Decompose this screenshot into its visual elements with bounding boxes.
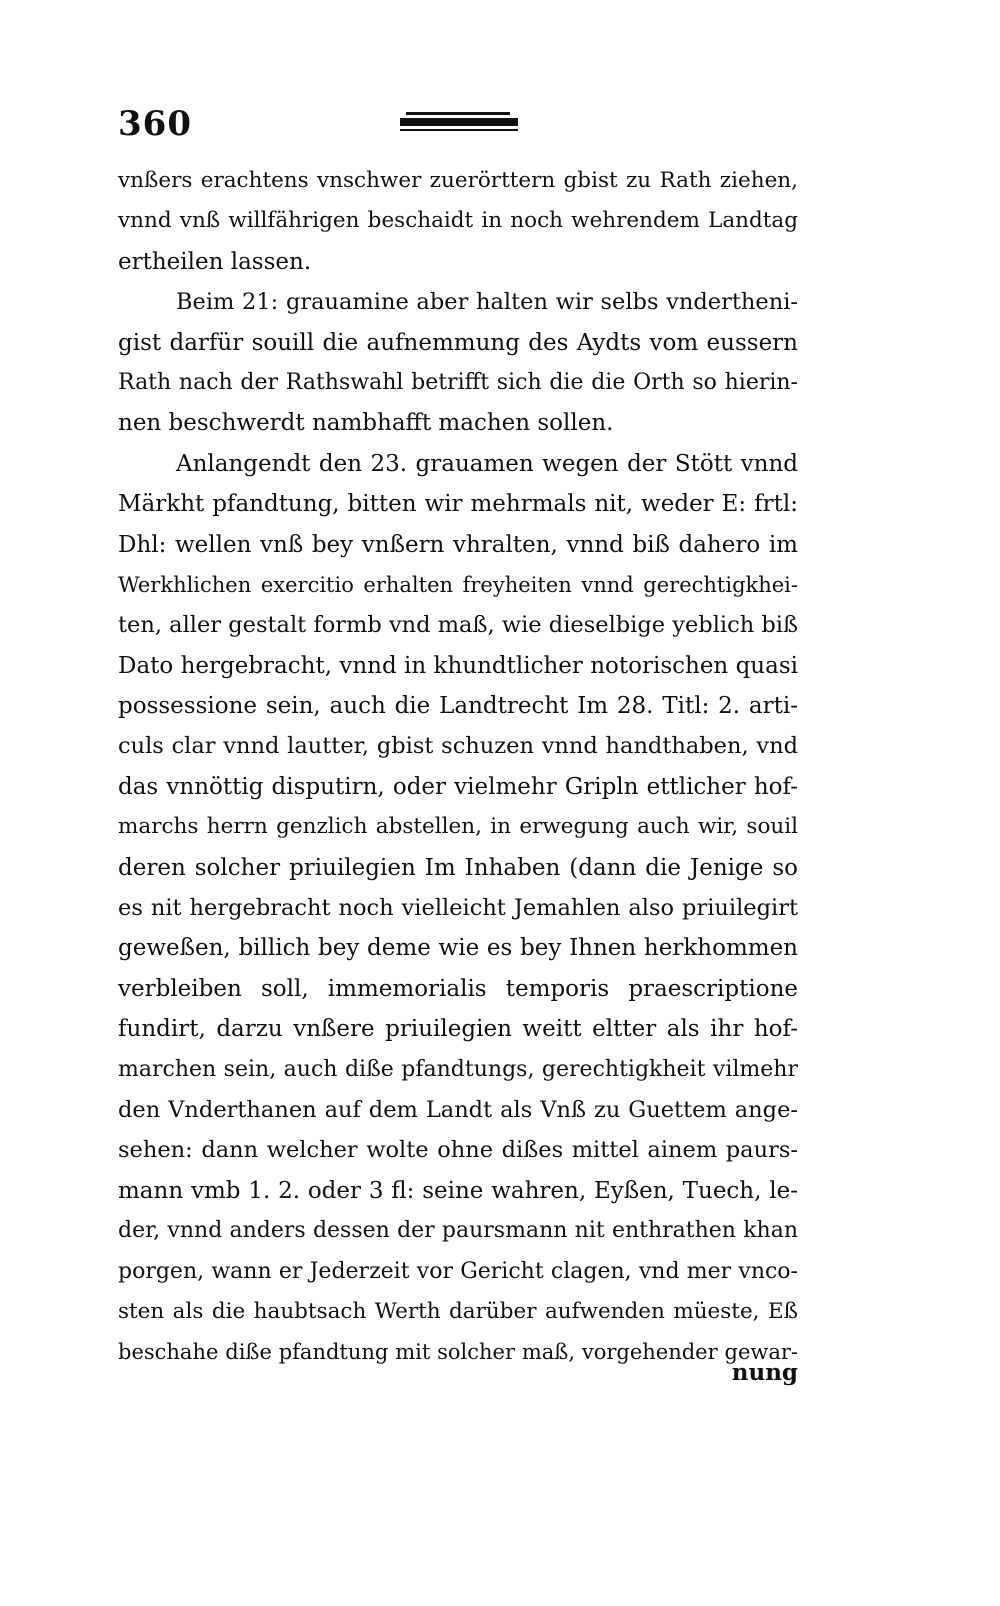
text-line: das vnnöttig disputirn, oder vielmehr Gripln ettlicher hof- (118, 773, 798, 800)
catchword: nung (731, 1359, 798, 1386)
text-line: nen beschwerdt nambhafft machen sollen. (118, 410, 614, 437)
text-line: sten als die haubtsach Werth darüber aufwenden müeste, Eß (118, 1298, 798, 1324)
header-rule-line (400, 118, 518, 126)
text-line: marchs herrn genzlich abstellen, in erwegung auch wir, souil (118, 814, 798, 840)
text-line: es nit hergebracht noch vielleicht Jemahlen also priuilegirt (118, 895, 798, 922)
text-line: Dato hergebracht, vnnd in khundtlicher notorischen quasi (118, 652, 798, 679)
text-line: vnnd vnß willfährigen beschaidt in noch wehrendem Landtag (118, 208, 798, 234)
text-line: possessione sein, auch die Landtrecht Im 28. Titl: 2. arti- (118, 693, 798, 720)
text-line: mann vmb 1. 2. oder 3 fl: seine wahren, Eyßen, Tuech, le- (118, 1177, 798, 1204)
body-text (118, 161, 798, 1373)
text-line: culs clar vnnd lautter, gbist schuzen vnnd handthaben, vnd (118, 733, 798, 760)
header-rule-line (400, 129, 518, 131)
text-line: ten, aller gestalt formb vnd maß, wie dieselbige yeblich biß (118, 612, 798, 639)
text-line: ertheilen lassen. (118, 248, 312, 275)
text-line: den Vnderthanen auf dem Landt als Vnß zu Guettem ange- (118, 1096, 798, 1123)
text-line: deren solcher priuilegien Im Inhaben (dann die Jenige so (118, 854, 798, 881)
text-line: sehen: dann welcher wolte ohne dißes mittel ainem paurs- (118, 1137, 798, 1164)
text-line: Werkhlichen exercitio erhalten freyheiten vnnd gerechtigkhei- (118, 572, 798, 597)
text-line: der, vnnd anders dessen der paursmann nit enthrathen khan (118, 1218, 798, 1244)
text-line: Märkht pfandtung, bitten wir mehrmals nit, weder E: frtl: (118, 491, 798, 518)
page-number: 360 (118, 104, 192, 144)
text-line: vnßers erachtens vnschwer zuerörttern gbist zu Rath ziehen, (118, 168, 798, 193)
text-line: Beim 21: grauamine aber halten wir selbs vndertheni- (176, 289, 798, 316)
text-line: Rath nach der Rathswahl betrifft sich die die Orth so hierin- (118, 369, 798, 395)
header-ornament-rule (400, 112, 518, 132)
text-line: Anlangendt den 23. grauamen wegen der Stött vnnd (176, 450, 798, 477)
text-line: geweßen, billich bey deme wie es bey Ihnen herkhommen (118, 935, 798, 962)
text-line: Dhl: wellen vnß bey vnßern vhralten, vnnd biß dahero im (118, 531, 798, 558)
text-line: marchen sein, auch diße pfandtungs, gerechtigkheit vilmehr (118, 1056, 798, 1082)
text-line: porgen, wann er Jederzeit vor Gericht clagen, vnd mer vnco- (118, 1258, 798, 1284)
text-line: gist darfür souill die aufnemmung des Aydts vom eussern (118, 329, 798, 356)
text-line: beschahe diße pfandtung mit solcher maß, vorgehender gewar- (118, 1340, 798, 1365)
text-line: verbleiben soll, immemorialis temporis praescriptione (118, 975, 798, 1002)
header-rule-line (406, 112, 510, 115)
text-line: fundirt, darzu vnßere priuilegien weitt eltter als ihr hof- (118, 1016, 798, 1043)
